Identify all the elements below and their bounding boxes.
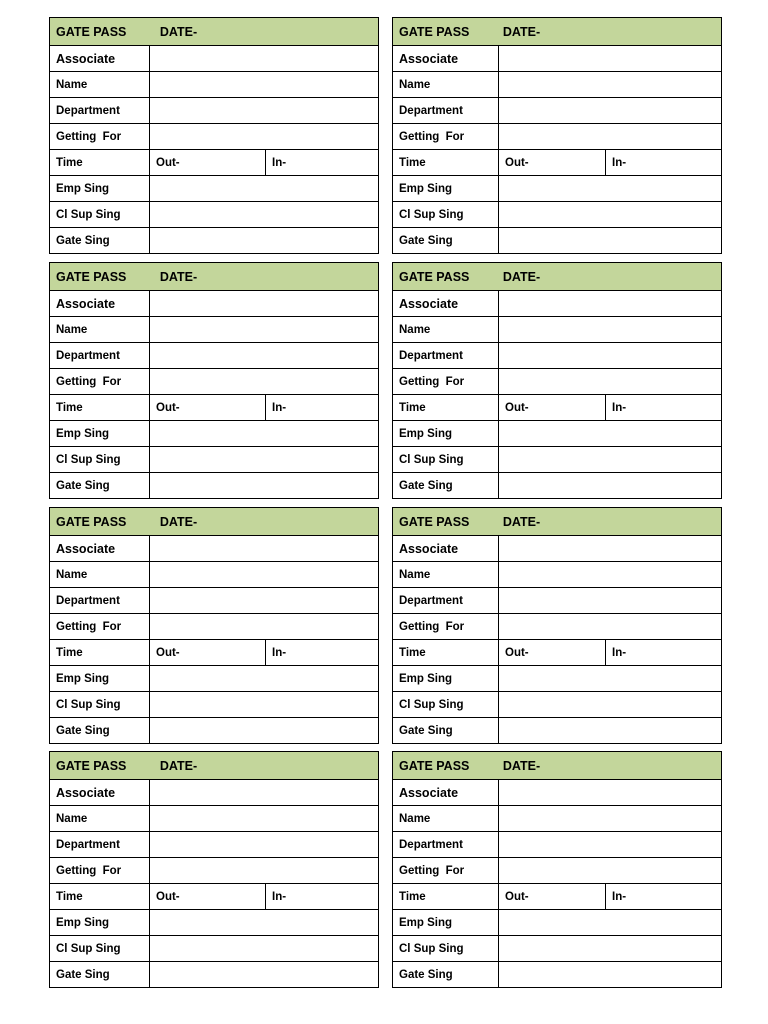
gate-pass-header <box>393 508 722 536</box>
getting-for-label: Getting For <box>393 858 499 884</box>
associate-row <box>50 780 379 806</box>
gate-pass-title: GATE PASS <box>399 514 470 529</box>
emp-sign-field[interactable] <box>150 421 379 447</box>
department-row <box>50 98 379 124</box>
in-time-field[interactable]: In- <box>606 884 722 910</box>
gate-sign-label: Gate Sing <box>393 962 499 988</box>
associate-label: Associate <box>50 291 150 317</box>
getting-for-row <box>393 858 722 884</box>
emp-sign-field[interactable] <box>499 176 722 202</box>
gate-sign-row <box>393 962 722 988</box>
gate-pass-header <box>50 508 379 536</box>
name-row <box>393 72 722 98</box>
associate-label: Associate <box>393 291 499 317</box>
out-time-field[interactable]: Out- <box>499 884 606 910</box>
cl-sup-sign-row <box>393 447 722 473</box>
getting-for-field[interactable] <box>150 858 379 884</box>
associate-row <box>50 536 379 562</box>
time-label: Time <box>50 884 150 910</box>
getting-for-field[interactable] <box>150 369 379 395</box>
date-label: DATE- <box>159 24 198 39</box>
out-time-field[interactable]: Out- <box>150 150 266 176</box>
out-time-field[interactable]: Out- <box>150 884 266 910</box>
gate-pass-form <box>392 17 722 254</box>
gate-sign-field[interactable] <box>150 473 379 499</box>
cl-sup-sign-label: Cl Sup Sing <box>393 447 499 473</box>
emp-sign-row <box>50 666 379 692</box>
gate-pass-form <box>392 751 722 988</box>
cl-sup-sign-row <box>50 692 379 718</box>
cl-sup-sign-row <box>393 202 722 228</box>
gate-pass-header <box>50 263 379 291</box>
cl-sup-sign-label: Cl Sup Sing <box>393 202 499 228</box>
time-row <box>393 884 722 910</box>
gate-pass-title: GATE PASS <box>56 24 127 39</box>
associate-field[interactable] <box>150 46 379 72</box>
header-row <box>393 18 722 46</box>
time-row <box>393 395 722 421</box>
getting-for-label: Getting For <box>393 369 499 395</box>
emp-sign-label: Emp Sing <box>393 666 499 692</box>
name-field[interactable] <box>150 72 379 98</box>
department-field[interactable] <box>499 832 722 858</box>
associate-row <box>393 46 722 72</box>
department-label: Department <box>393 98 499 124</box>
time-row <box>393 640 722 666</box>
gate-sign-field[interactable] <box>499 718 722 744</box>
name-field[interactable] <box>499 317 722 343</box>
cl-sup-sign-field[interactable] <box>150 936 379 962</box>
gate-sign-field[interactable] <box>150 228 379 254</box>
gate-pass-title: GATE PASS <box>56 269 127 284</box>
cl-sup-sign-label: Cl Sup Sing <box>50 692 150 718</box>
date-label: DATE- <box>159 758 198 773</box>
cl-sup-sign-field[interactable] <box>499 936 722 962</box>
date-label: DATE- <box>502 758 541 773</box>
gate-sign-field[interactable] <box>499 962 722 988</box>
gate-sign-label: Gate Sing <box>393 718 499 744</box>
emp-sign-field[interactable] <box>499 421 722 447</box>
associate-field[interactable] <box>499 536 722 562</box>
department-label: Department <box>50 98 150 124</box>
getting-for-field[interactable] <box>499 858 722 884</box>
associate-label: Associate <box>50 536 150 562</box>
cl-sup-sign-label: Cl Sup Sing <box>50 202 150 228</box>
out-time-field[interactable]: Out- <box>499 640 606 666</box>
in-time-field[interactable]: In- <box>266 640 379 666</box>
department-label: Department <box>393 832 499 858</box>
time-row <box>393 150 722 176</box>
name-row <box>393 317 722 343</box>
department-label: Department <box>393 343 499 369</box>
name-label: Name <box>50 317 150 343</box>
emp-sign-label: Emp Sing <box>393 421 499 447</box>
associate-label: Associate <box>393 536 499 562</box>
emp-sign-label: Emp Sing <box>393 176 499 202</box>
getting-for-label: Getting For <box>50 858 150 884</box>
getting-for-field[interactable] <box>499 124 722 150</box>
department-row <box>393 832 722 858</box>
emp-sign-field[interactable] <box>150 176 379 202</box>
name-row <box>50 562 379 588</box>
department-field[interactable] <box>150 588 379 614</box>
getting-for-row <box>50 369 379 395</box>
cl-sup-sign-field[interactable] <box>499 202 722 228</box>
time-label: Time <box>50 395 150 421</box>
time-row <box>50 395 379 421</box>
name-field[interactable] <box>150 806 379 832</box>
cl-sup-sign-field[interactable] <box>499 447 722 473</box>
name-row <box>393 806 722 832</box>
getting-for-row <box>50 614 379 640</box>
time-row <box>50 640 379 666</box>
name-label: Name <box>393 317 499 343</box>
date-label: DATE- <box>502 514 541 529</box>
time-label: Time <box>50 150 150 176</box>
time-row <box>50 150 379 176</box>
associate-row <box>393 291 722 317</box>
out-time-field[interactable]: Out- <box>499 150 606 176</box>
gate-pass-title: GATE PASS <box>399 758 470 773</box>
emp-sign-label: Emp Sing <box>50 421 150 447</box>
emp-sign-field[interactable] <box>499 666 722 692</box>
department-field[interactable] <box>150 98 379 124</box>
department-label: Department <box>393 588 499 614</box>
name-field[interactable] <box>499 562 722 588</box>
associate-row <box>50 46 379 72</box>
gate-sign-label: Gate Sing <box>393 473 499 499</box>
name-row <box>50 72 379 98</box>
department-row <box>393 98 722 124</box>
cl-sup-sign-label: Cl Sup Sing <box>50 447 150 473</box>
gate-pass-form <box>49 262 379 499</box>
department-row <box>50 832 379 858</box>
associate-row <box>393 536 722 562</box>
gate-pass-form <box>49 17 379 254</box>
name-field[interactable] <box>499 72 722 98</box>
header-row <box>50 263 379 291</box>
getting-for-label: Getting For <box>393 614 499 640</box>
time-label: Time <box>393 395 499 421</box>
name-field[interactable] <box>150 562 379 588</box>
name-field[interactable] <box>499 806 722 832</box>
name-row <box>393 562 722 588</box>
header-row <box>393 752 722 780</box>
header-row <box>50 18 379 46</box>
in-time-field[interactable]: In- <box>606 150 722 176</box>
getting-for-label: Getting For <box>50 124 150 150</box>
gate-sign-field[interactable] <box>499 473 722 499</box>
department-label: Department <box>50 832 150 858</box>
getting-for-row <box>50 124 379 150</box>
getting-for-row <box>50 858 379 884</box>
associate-label: Associate <box>50 780 150 806</box>
getting-for-field[interactable] <box>150 614 379 640</box>
gate-sign-label: Gate Sing <box>50 718 150 744</box>
gate-pass-title: GATE PASS <box>56 514 127 529</box>
getting-for-label: Getting For <box>393 124 499 150</box>
cl-sup-sign-row <box>393 692 722 718</box>
department-label: Department <box>50 343 150 369</box>
gate-sign-row <box>393 228 722 254</box>
date-label: DATE- <box>159 269 198 284</box>
emp-sign-row <box>393 910 722 936</box>
name-row <box>50 317 379 343</box>
date-label: DATE- <box>502 24 541 39</box>
header-row <box>393 263 722 291</box>
emp-sign-row <box>50 910 379 936</box>
emp-sign-label: Emp Sing <box>50 176 150 202</box>
gate-pass-header <box>393 18 722 46</box>
associate-field[interactable] <box>150 780 379 806</box>
in-time-field[interactable]: In- <box>266 884 379 910</box>
emp-sign-label: Emp Sing <box>393 910 499 936</box>
gate-sign-label: Gate Sing <box>50 473 150 499</box>
emp-sign-row <box>50 176 379 202</box>
name-row <box>50 806 379 832</box>
getting-for-field[interactable] <box>499 369 722 395</box>
department-field[interactable] <box>150 343 379 369</box>
in-time-field[interactable]: In- <box>606 395 722 421</box>
name-label: Name <box>393 72 499 98</box>
getting-for-field[interactable] <box>499 614 722 640</box>
associate-label: Associate <box>393 46 499 72</box>
cl-sup-sign-row <box>50 936 379 962</box>
associate-field[interactable] <box>499 46 722 72</box>
out-time-field[interactable]: Out- <box>150 640 266 666</box>
gate-pass-header <box>393 263 722 291</box>
gate-pass-form <box>49 751 379 988</box>
time-label: Time <box>393 150 499 176</box>
cl-sup-sign-row <box>50 447 379 473</box>
header-row <box>393 508 722 536</box>
gate-sign-row <box>393 473 722 499</box>
gate-sign-row <box>50 718 379 744</box>
getting-for-field[interactable] <box>150 124 379 150</box>
date-label: DATE- <box>502 269 541 284</box>
department-row <box>50 343 379 369</box>
gate-sign-label: Gate Sing <box>50 228 150 254</box>
gate-pass-form <box>49 507 379 744</box>
gate-sign-field[interactable] <box>150 718 379 744</box>
associate-field[interactable] <box>499 780 722 806</box>
associate-label: Associate <box>393 780 499 806</box>
emp-sign-row <box>393 421 722 447</box>
emp-sign-field[interactable] <box>150 666 379 692</box>
in-time-field[interactable]: In- <box>606 640 722 666</box>
time-label: Time <box>50 640 150 666</box>
cl-sup-sign-row <box>393 936 722 962</box>
gate-sign-row <box>50 473 379 499</box>
header-row <box>50 508 379 536</box>
name-label: Name <box>393 562 499 588</box>
in-time-field[interactable]: In- <box>266 395 379 421</box>
name-label: Name <box>50 72 150 98</box>
gate-sign-row <box>50 962 379 988</box>
getting-for-row <box>393 124 722 150</box>
name-label: Name <box>50 562 150 588</box>
time-label: Time <box>393 884 499 910</box>
department-field[interactable] <box>150 832 379 858</box>
gate-sign-label: Gate Sing <box>393 228 499 254</box>
name-label: Name <box>50 806 150 832</box>
department-row <box>50 588 379 614</box>
name-field[interactable] <box>150 317 379 343</box>
header-row <box>50 752 379 780</box>
getting-for-row <box>393 614 722 640</box>
department-field[interactable] <box>499 98 722 124</box>
gate-pass-header <box>393 752 722 780</box>
emp-sign-row <box>393 176 722 202</box>
department-label: Department <box>50 588 150 614</box>
cl-sup-sign-field[interactable] <box>499 692 722 718</box>
cl-sup-sign-row <box>50 202 379 228</box>
department-field[interactable] <box>499 588 722 614</box>
department-row <box>393 343 722 369</box>
gate-pass-form <box>392 262 722 499</box>
associate-field[interactable] <box>150 536 379 562</box>
gate-sign-field[interactable] <box>499 228 722 254</box>
cl-sup-sign-label: Cl Sup Sing <box>50 936 150 962</box>
associate-label: Associate <box>50 46 150 72</box>
time-row <box>50 884 379 910</box>
emp-sign-field[interactable] <box>150 910 379 936</box>
gate-pass-header <box>50 18 379 46</box>
name-label: Name <box>393 806 499 832</box>
gate-pass-title: GATE PASS <box>399 269 470 284</box>
getting-for-label: Getting For <box>50 369 150 395</box>
time-label: Time <box>393 640 499 666</box>
associate-row <box>50 291 379 317</box>
cl-sup-sign-label: Cl Sup Sing <box>393 692 499 718</box>
gate-sign-row <box>50 228 379 254</box>
getting-for-label: Getting For <box>50 614 150 640</box>
emp-sign-row <box>50 421 379 447</box>
gate-sign-label: Gate Sing <box>50 962 150 988</box>
associate-field[interactable] <box>499 291 722 317</box>
out-time-field[interactable]: Out- <box>150 395 266 421</box>
associate-row <box>393 780 722 806</box>
gate-pass-form <box>392 507 722 744</box>
department-field[interactable] <box>499 343 722 369</box>
cl-sup-sign-field[interactable] <box>150 202 379 228</box>
cl-sup-sign-label: Cl Sup Sing <box>393 936 499 962</box>
gate-sign-row <box>393 718 722 744</box>
out-time-field[interactable]: Out- <box>499 395 606 421</box>
getting-for-row <box>393 369 722 395</box>
department-row <box>393 588 722 614</box>
cl-sup-sign-field[interactable] <box>150 692 379 718</box>
in-time-field[interactable]: In- <box>266 150 379 176</box>
emp-sign-label: Emp Sing <box>50 910 150 936</box>
gate-pass-title: GATE PASS <box>399 24 470 39</box>
emp-sign-row <box>393 666 722 692</box>
associate-field[interactable] <box>150 291 379 317</box>
emp-sign-field[interactable] <box>499 910 722 936</box>
gate-pass-title: GATE PASS <box>56 758 127 773</box>
cl-sup-sign-field[interactable] <box>150 447 379 473</box>
gate-sign-field[interactable] <box>150 962 379 988</box>
date-label: DATE- <box>159 514 198 529</box>
gate-pass-header <box>50 752 379 780</box>
emp-sign-label: Emp Sing <box>50 666 150 692</box>
